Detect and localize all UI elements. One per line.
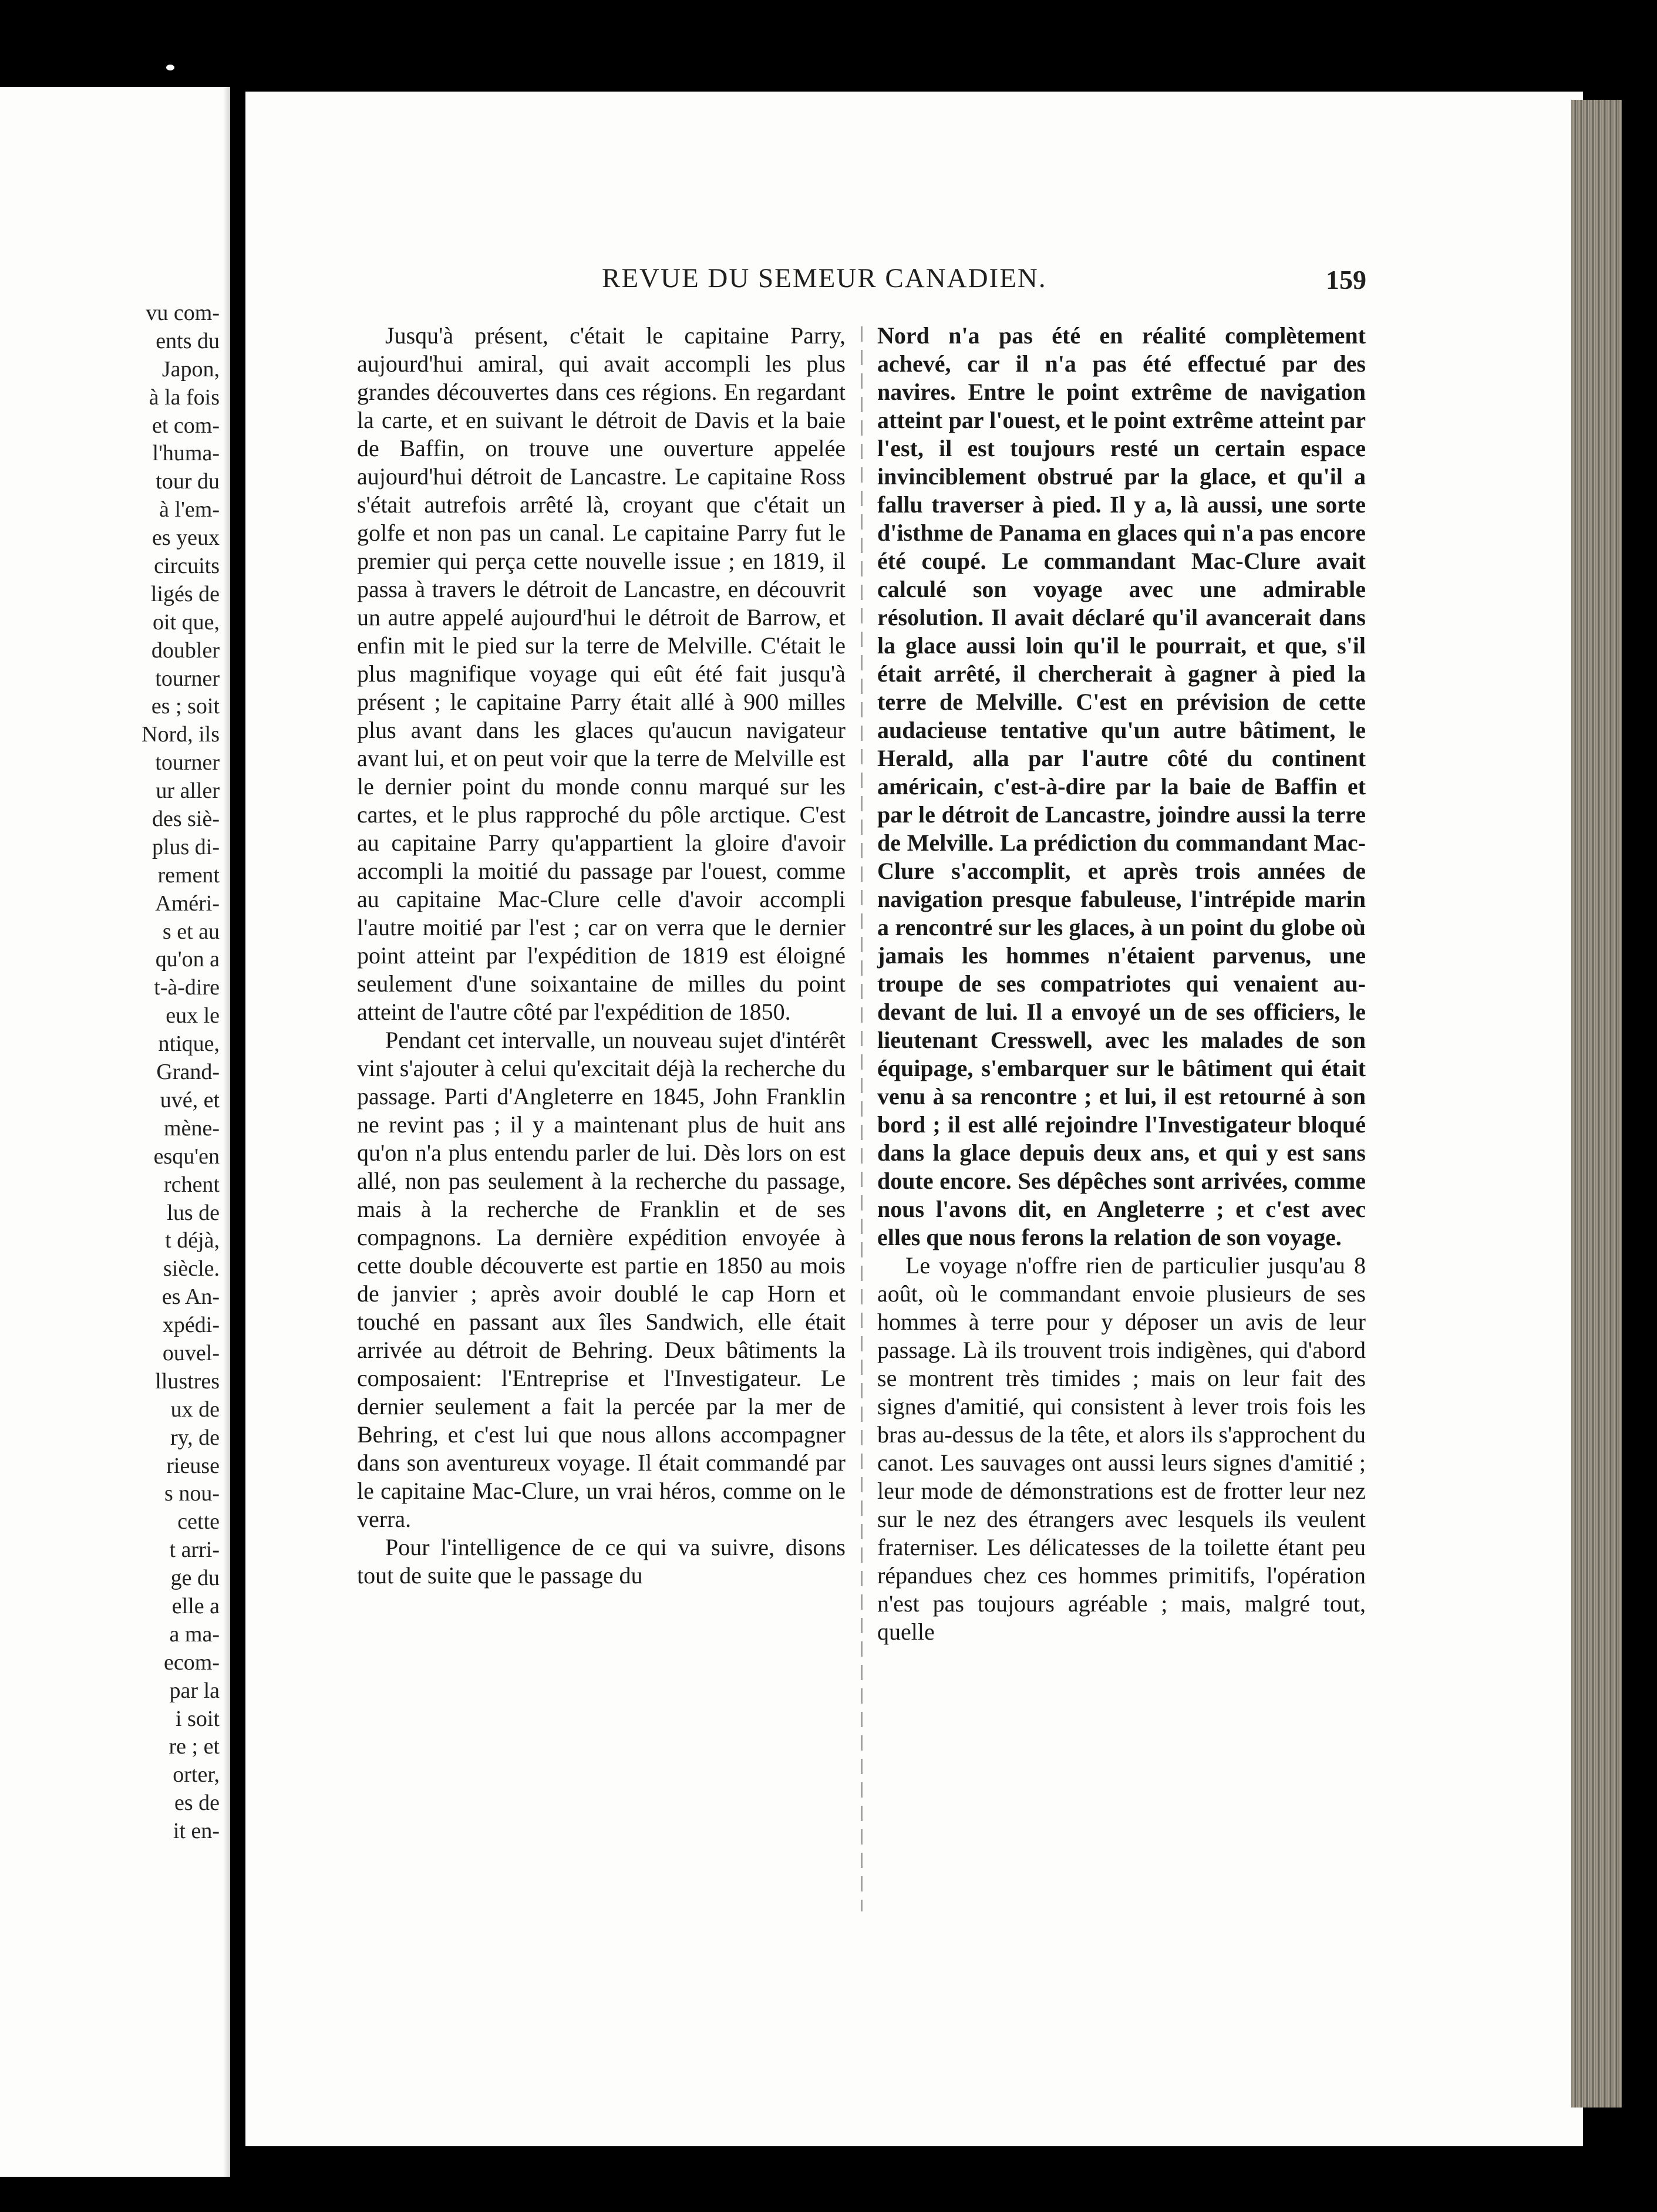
paragraph: Pendant cet intervalle, un nouveau sujet d'intérêt vint s'ajouter à celui qu'excitait déjà la recherche du passage. Parti d'Angleterre en 1845, John Franklin ne revint pas ; il y a maintenant plus de huit ans qu'on n'a plus entendu parler de lui. Dès lors on est allé, non pas seulement à la recherche du passage, mais à la recherche de Franklin et de ses compagnons. La dernière expédition envoyée à cette double découverte est partie en 1850 au mois de janvier ; après avoir doublé le cap Horn et touché en passant aux îles Sandwich, elle était arrivée au détroit de Behring. Deux bâtiments la composaient: l'Entreprise et l'Investigateur. Le dernier seulement a fait la percée par la mer de Behring, et c'est lui que nous allons accompagner dans son aventureux voyage. Il était commandé par le capitaine Mac-Clure, un vrai héros, comme on le verra. xyxy=(357,1027,846,1532)
column-divider xyxy=(861,326,863,1911)
facing-page-line: rement xyxy=(157,862,220,888)
page-edge xyxy=(1571,100,1622,2108)
facing-page-line: Nord, ils xyxy=(142,722,220,747)
facing-page-line: Grand- xyxy=(156,1060,220,1085)
facing-page-line: plus di- xyxy=(151,834,220,859)
gutter-shadow xyxy=(223,87,247,2177)
facing-page-line: esqu'en xyxy=(153,1144,220,1169)
facing-page-line: mène- xyxy=(164,1115,220,1141)
facing-page-line: ur aller xyxy=(156,778,220,804)
facing-page-line: qu'on a xyxy=(155,947,220,972)
facing-page-line: et com- xyxy=(151,413,220,438)
facing-page-line: eux le xyxy=(166,1003,220,1029)
facing-page-line: it en- xyxy=(173,1819,220,1844)
facing-page-line: xpédi- xyxy=(162,1313,220,1338)
facing-page-line: ge du xyxy=(170,1566,220,1591)
facing-page-line: es de xyxy=(174,1790,220,1816)
facing-page-line: siècle. xyxy=(163,1256,220,1282)
facing-page-line: rieuse xyxy=(166,1453,220,1478)
facing-page-line: oit que, xyxy=(153,609,220,635)
paragraph: Le voyage n'offre rien de particulier jusqu'au 8 août, où le commandant envoie plusieurs de ses hommes à terre pour y déposer un avis de leur passage. Là ils trouvent trois indigènes, qui d'abord se montrent très timides ; mais on leur fait des signes d'amitié, qui consistent à lever trois fois les bras au-dessus de la tête, et alors ils s'approchent du canot. Les sauvages ont aussi leurs signes d'amitié ; leur mode de démonstrations est de frotter leur nez sur le nez des étrangers avec lesquels ils veulent fraterniser. Les délicatesses de la toilette étant peu répandues chez ces hommes primitifs, l'opération n'est pas toujours agréable ; mais, malgré tout, quelle xyxy=(877,1252,1366,1645)
facing-page-line: t arri- xyxy=(169,1537,220,1563)
facing-page-line: tourner xyxy=(155,666,220,691)
facing-page-line: vu com- xyxy=(146,301,220,325)
facing-page-fragment xyxy=(0,87,230,2177)
facing-page-line: es ; soit xyxy=(151,694,220,719)
facing-page-line: doubler xyxy=(151,638,220,663)
paragraph: Pour l'intelligence de ce qui va suivre, disons tout de suite que le passage du xyxy=(357,1534,846,1589)
facing-page-line: circuits xyxy=(154,554,220,579)
facing-page-line: orter, xyxy=(173,1762,220,1788)
facing-page-line: ents du xyxy=(156,328,220,353)
facing-page-line: s nou- xyxy=(164,1481,220,1506)
facing-page-line: ligés de xyxy=(150,581,220,606)
facing-page-line: à la fois xyxy=(149,385,220,410)
facing-page-line: re ; et xyxy=(169,1734,220,1759)
facing-page-line: ry, de xyxy=(170,1425,220,1450)
facing-page-line: rchent xyxy=(164,1172,220,1197)
facing-page-line: ecom- xyxy=(164,1650,220,1675)
facing-page-line: Améri- xyxy=(155,891,220,916)
facing-page-line: es yeux xyxy=(151,525,220,551)
page-number: 159 xyxy=(1326,265,1366,295)
left-text-column xyxy=(357,322,846,1590)
facing-page-line: par la xyxy=(169,1678,220,1703)
running-title: REVUE DU SEMEUR CANADIEN. xyxy=(602,263,1047,294)
facing-page-line: a ma- xyxy=(169,1621,220,1647)
facing-page-line: uvé, et xyxy=(160,1087,220,1112)
facing-page-line: ntique, xyxy=(158,1031,220,1057)
facing-page-line: elle a xyxy=(171,1593,220,1618)
facing-page-line: des siè- xyxy=(151,807,220,832)
facing-page-line: s et au xyxy=(162,919,220,944)
facing-page-line: à l'em- xyxy=(159,497,220,522)
facing-page-line: ouvel- xyxy=(162,1340,220,1365)
facing-page-line: cette xyxy=(177,1509,220,1535)
right-text-column xyxy=(877,322,1366,1646)
scan-speck xyxy=(166,65,174,70)
paragraph: Nord n'a pas été en réalité complètement achevé, car il n'a pas été effectué par des navires. Entre le point extrême de navigation atteint par l'ouest, et le point extrême atteint par l'est, il est toujours resté un certain espace invinciblement obstrué par la glace, et qu'il a fallu traverser à pied. Il y a, là aussi, une sorte d'isthme de Panama en glaces qui n'a pas encore été coupé. Le commandant Mac-Clure avait calculé son voyage avec une admirable résolution. Il avait déclaré qu'il avancerait dans la glace aussi loin qu'il le pourrait, et que, s'il était arrêté, il chercherait à gagner à pied la terre de Melville. C'est en prévision de cette audacieuse tentative qu'un autre bâtiment, le Herald, alla par l'autre côté du continent américain, c'est-à-dire par la baie de Baffin et par le détroit de Lancastre, joindre aussi la terre de Melville. La prédiction du commandant Mac-Clure s'accomplit, et après trois années de navigation presque fabuleuse, l'intrépide marin a rencontré sur les glaces, à un point du globe où jamais les hommes n'étaient parvenus, une troupe de ses compatriotes qui venaient au-devant de lui. Il a envoyé un de ses officiers, le lieutenant Cresswell, avec les malades de son équipage, s'embarquer sur le bâtiment qui était venu à sa rencontre ; et lui, il est retourné à son bord ; il est allé rejoindre l'Investigateur bloqué dans la glace depuis deux ans, et qui y est sans doute encore. Ses dépêches sont arrivées, comme nous l'avons dit, en Angleterre ; et c'est avec elles que nous ferons la relation de son voyage. xyxy=(877,322,1366,1250)
facing-page-line: t déjà, xyxy=(165,1228,220,1253)
facing-page-line: es An- xyxy=(161,1284,220,1310)
facing-page-line: tour du xyxy=(156,469,220,494)
facing-page-line: ux de xyxy=(170,1397,220,1422)
facing-page-line: i soit xyxy=(176,1706,220,1731)
facing-page-line: llustres xyxy=(155,1368,220,1394)
facing-page-line: l'huma- xyxy=(152,441,220,466)
facing-page-line: t-à-dire xyxy=(154,975,220,1000)
paragraph: Jusqu'à présent, c'était le capitaine Parry, aujourd'hui amiral, qui avait accompli les plus grandes découvertes dans ces régions. En regardant la carte, et en suivant le détroit de Davis et la baie de Baffin, on trouve une ouverture appelée aujourd'hui détroit de Lancastre. Le capitaine Ross s'était autrefois arrêté là, croyant que c'était un golfe et non pas un canal. Le capitaine Parry fut le premier qui perça cette nouvelle issue ; en 1819, il passa à travers le détroit de Lancastre, en découvrit un autre appelé aujourd'hui le détroit de Barrow, et enfin mit le pied sur la terre de Melville. C'était le plus magnifique voyage qui eût été fait jusqu'à présent ; le capitaine Parry était allé à 900 milles plus avant dans les glaces qu'aucun navigateur avant lui, et on peut voir que la terre de Melville est le dernier point du monde connu marqué sur les cartes, et le plus rapproché du pôle arctique. C'est au capitaine Parry qu'appartient la gloire d'avoir accompli la moitié du passage par l'ouest, comme au capitaine Mac-Clure celle d'avoir accompli l'autre moitié par l'est ; car on verra que le dernier point atteint par l'expédition de 1819 est éloigné seulement d'une soixantaine de milles du point atteint de l'autre côté par l'expédition de 1850. xyxy=(357,322,846,1025)
facing-page-line: tourner xyxy=(155,750,220,775)
facing-page-line: lus de xyxy=(167,1200,220,1225)
facing-page-text xyxy=(142,299,220,1846)
facing-page-line: Japon, xyxy=(161,356,220,382)
